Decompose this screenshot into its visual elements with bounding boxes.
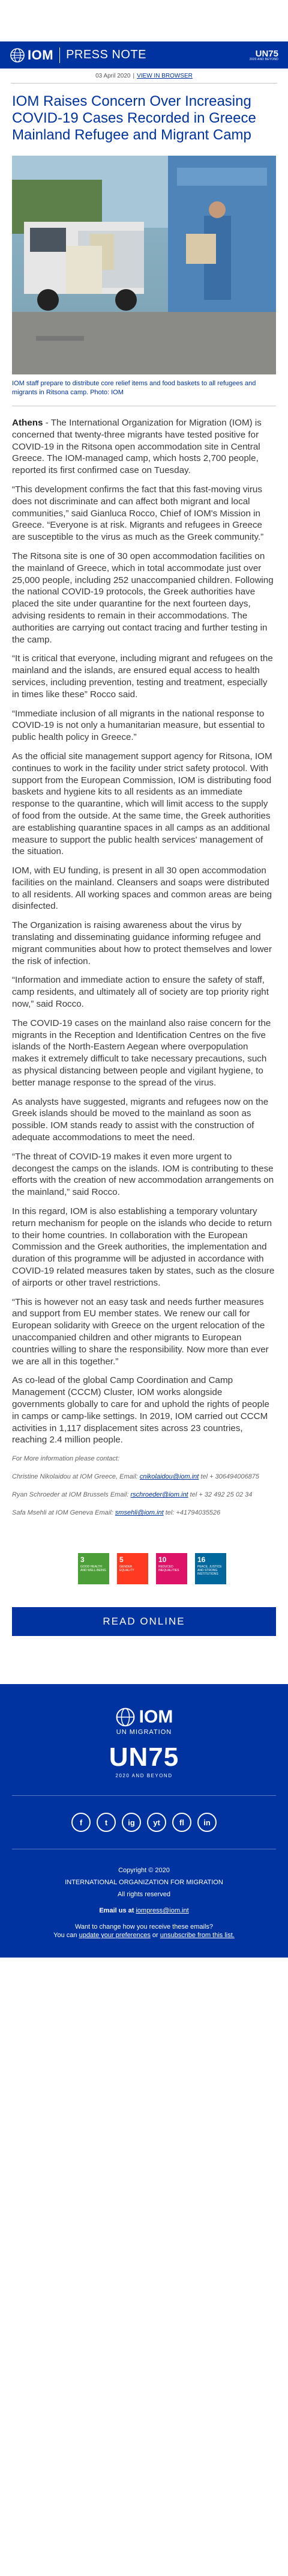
bottom-spacer [0,1958,288,1964]
paragraph: As analysts have suggested, migrants and refugees now on the Greek islands should be moved to the mainland as soon as possible. IOM stands ready to assist with the construction of adequate accommodations to meet the need. [12,1096,269,1143]
flickr-icon[interactable]: fl [172,1813,191,1832]
paragraph: IOM, with EU funding, is present in all 30 open accommodation facilities on the mainland. Cleansers and soaps were distributed to all residents. All working spaces and common areas are being disinfected. [12,865,272,912]
rights: All rights reserved [117,1891,171,1899]
contact-email-link[interactable]: cnikolaidou@iom.int [139,1473,199,1481]
footer-brand-sub: UN MIGRATION [116,1729,172,1736]
brand-text: IOM [28,47,54,63]
photo-caption: IOM staff prepare to distribute core relief items and food baskets to all refugees and migrants in Ritsona camp. Photo: IOM [12,380,256,396]
iom-logo [10,47,53,63]
contact-line: Ryan Schroeder at IOM Brussels Email: rschroeder@iom.int tel + 32 492 25 02 34 [12,1491,253,1499]
contacts-intro: For More information please contact: [12,1455,120,1463]
header-divider [59,47,60,63]
footer-divider [12,1795,276,1796]
paragraph: “It is critical that everyone, including migrant and refugees on the mainland and the islands, are ensured equal access to health services, including prevention, testing and treatment, especially in times like these” Rocco said. [12,653,273,700]
article-photo [12,156,276,374]
paragraph: In this regard, IOM is also establishing a temporary voluntary return mechanism for people on the islands who decide to return to their home countries. In collaboration with the European Commission and the Greek authorities, the implementation and duration of this programme will be adjusted in accordance with COVID-19 related measures taken by states, such as the closure of airports or other travel restrictions. [12,1206,275,1288]
press-date: 03 April 2020 [95,72,131,79]
press-note-label: PRESS NOTE [66,48,146,61]
footer-brand: IOM [139,1707,173,1727]
unsubscribe-link[interactable]: unsubscribe from this list. [160,1932,235,1940]
sdg-5-icon: 5 GENDER EQUALITY [117,1553,148,1584]
paragraph: “This is however not an easy task and needs further measures and support from EU member states. We renew our call for European solidarity with Greece on the urgent relocation of the unaccompanied children and other migrants to European countries willing to share the responsibility. Now more than ever we are all in this together.” [12,1296,269,1367]
change-question: Want to change how you receive these emails? [74,1923,214,1931]
globe-icon [10,47,25,63]
press-header [0,41,288,69]
article [0,93,288,1636]
divider [11,83,277,84]
paragraph: Athens - The International Organization for Migration (IOM) is concerned that twenty-three migrants have tested positive for COVID-19 in the Ritsona open accommodation site in Central Greece. The IOM-managed camp, which hosts 2,700 people, reported its first confirmed case on Tuesday. [12,418,262,476]
un75-text: UN75 [255,48,278,59]
preference-line: You can update your preferences or unsubscribe from this list. [53,1932,235,1940]
un75-logo [250,49,278,61]
contact-line: Safa Msehli at IOM Geneva Email: smsehli@iom.int tel: +41794035526 [12,1509,221,1517]
read-online-button[interactable]: READ ONLINE [12,1607,276,1636]
top-spacer [0,0,288,41]
social-links [0,1813,288,1832]
footer-email: Email us at iompress@iom.int [99,1907,189,1915]
dateline: Athens [12,418,43,428]
sdg-16-icon: 16 PEACE, JUSTICE AND STRONG INSTITUTIONS [195,1553,226,1584]
instagram-icon[interactable]: ig [122,1813,141,1832]
sdg-icons [78,1553,276,1584]
paragraph: “The threat of COVID-19 makes it even more urgent to decongest the camps on the islands. IOM is contributing to these efforts with the creation of new accommodation arrangements on the mainland,” said Rocco. [12,1151,274,1198]
paragraph: The Ritsona site is one of 30 open accommodation facilities on the mainland of Greece, which in total accommodate just over 25,000 people, including 252 unaccompanied children. Following the national COVID-19 protocols, the Greek authorities have placed the site under quarantine for the next fourteen days, advising residents to remain in their accommodations. The authorities are carrying out contact tracing and further testing in the camp. [12,551,274,645]
date-separator: | [133,72,135,79]
article-title: IOM Raises Concern Over Increasing COVID-19 Cases Recorded in Greece Mainland Refugee and Migrant Camp [12,93,256,143]
footer-email-link[interactable]: iompress@iom.int [136,1907,189,1915]
copyright: Copyright © 2020 [118,1867,170,1875]
view-in-browser-link[interactable]: VIEW IN BROWSER [137,72,193,79]
paragraph: As the official site management support agency for Ritsona, IOM continues to work in the facility under strict safety protocol. With support from the European Commission, IOM is distributing food baskets and hygiene kits to all residents as an immediate response to the quarantine, which will limit access to the supply of food from the outside. At the same time, the Greek authorities are establishing quarantine spaces in all camps as an additional measure to support the public health services' management of the situation. [12,751,272,857]
twitter-icon[interactable]: t [97,1813,116,1832]
camp-photo-illustration [12,156,276,374]
un75-tagline: 2020 AND BEYOND [249,57,278,61]
article-body [12,417,276,1446]
globe-icon [115,1707,136,1727]
paragraph: “Information and immediate action to ensure the safety of staff, camp residents, and ultimately all of society are top priority right now,” said Rocco. [12,975,269,1010]
update-preferences-link[interactable]: update your preferences [79,1932,151,1940]
linkedin-icon[interactable]: in [197,1813,217,1832]
youtube-icon[interactable]: yt [147,1813,166,1832]
sdg-10-icon: 10 REDUCED INEQUALITIES [156,1553,187,1584]
paragraph: The COVID-19 cases on the mainland also raise concern for the migrants in the Reception and Identification Centres on the five islands of the North-Eastern Aegean where overpopulation makes it extremely difficult to take necessary precautions, such as physical distancing between people and vigilant hygiene, to better manage response to the spread of the virus. [12,1018,271,1088]
contact-line: Christine Nikolaidou at IOM Greece, Email: cnikolaidou@iom.int tel + 306494006875 [12,1473,259,1481]
footer [0,1684,288,1958]
preferences [0,1923,288,1940]
contact-email-link[interactable]: smsehli@iom.int [115,1509,164,1517]
contact-email-link[interactable]: rschroeder@iom.int [130,1491,188,1499]
paragraph: “This development confirms the fact that this fast-moving virus does not discriminate and can affect both migrant and local communities,” said Gianluca Rocco, Chief of IOM's Mission in Greece. “Everyone is at risk. Migrants and refugees in Greece are susceptible to the virus as much as the Greek community.” [12,484,264,543]
date-bar [0,69,288,83]
paragraph: “Immediate inclusion of all migrants in the national response to COVID-19 is not only a humanitarian measure, but essential to public health policy in Greece.” [12,708,265,743]
paragraph: The Organization is raising awareness about the virus by translating and disseminating guidance informing refugee and migrant communities about how to protect themselves and lower the risk of infection. [12,920,272,966]
sdg-3-icon: 3 GOOD HEALTH AND WELL-BEING [78,1553,109,1584]
org-name: INTERNATIONAL ORGANIZATION FOR MIGRATION [65,1879,223,1887]
footer-un75-sub: 2020 AND BEYOND [115,1773,173,1779]
paragraph: As co-lead of the global Camp Coordination and Camp Management (CCCM) Cluster, IOM works alongside governments globally to care for and uphold the rights of people in camps or camp-like settings. In 2019, IOM carried out CCCM activities in 1,117 displacement sites across 23 countries, reaching 2.4 million people. [12,1375,269,1445]
facebook-icon[interactable]: f [71,1813,91,1832]
footer-un75: UN75 [109,1742,179,1772]
footer-iom-logo [0,1707,288,1727]
media-contacts [12,1453,276,1518]
